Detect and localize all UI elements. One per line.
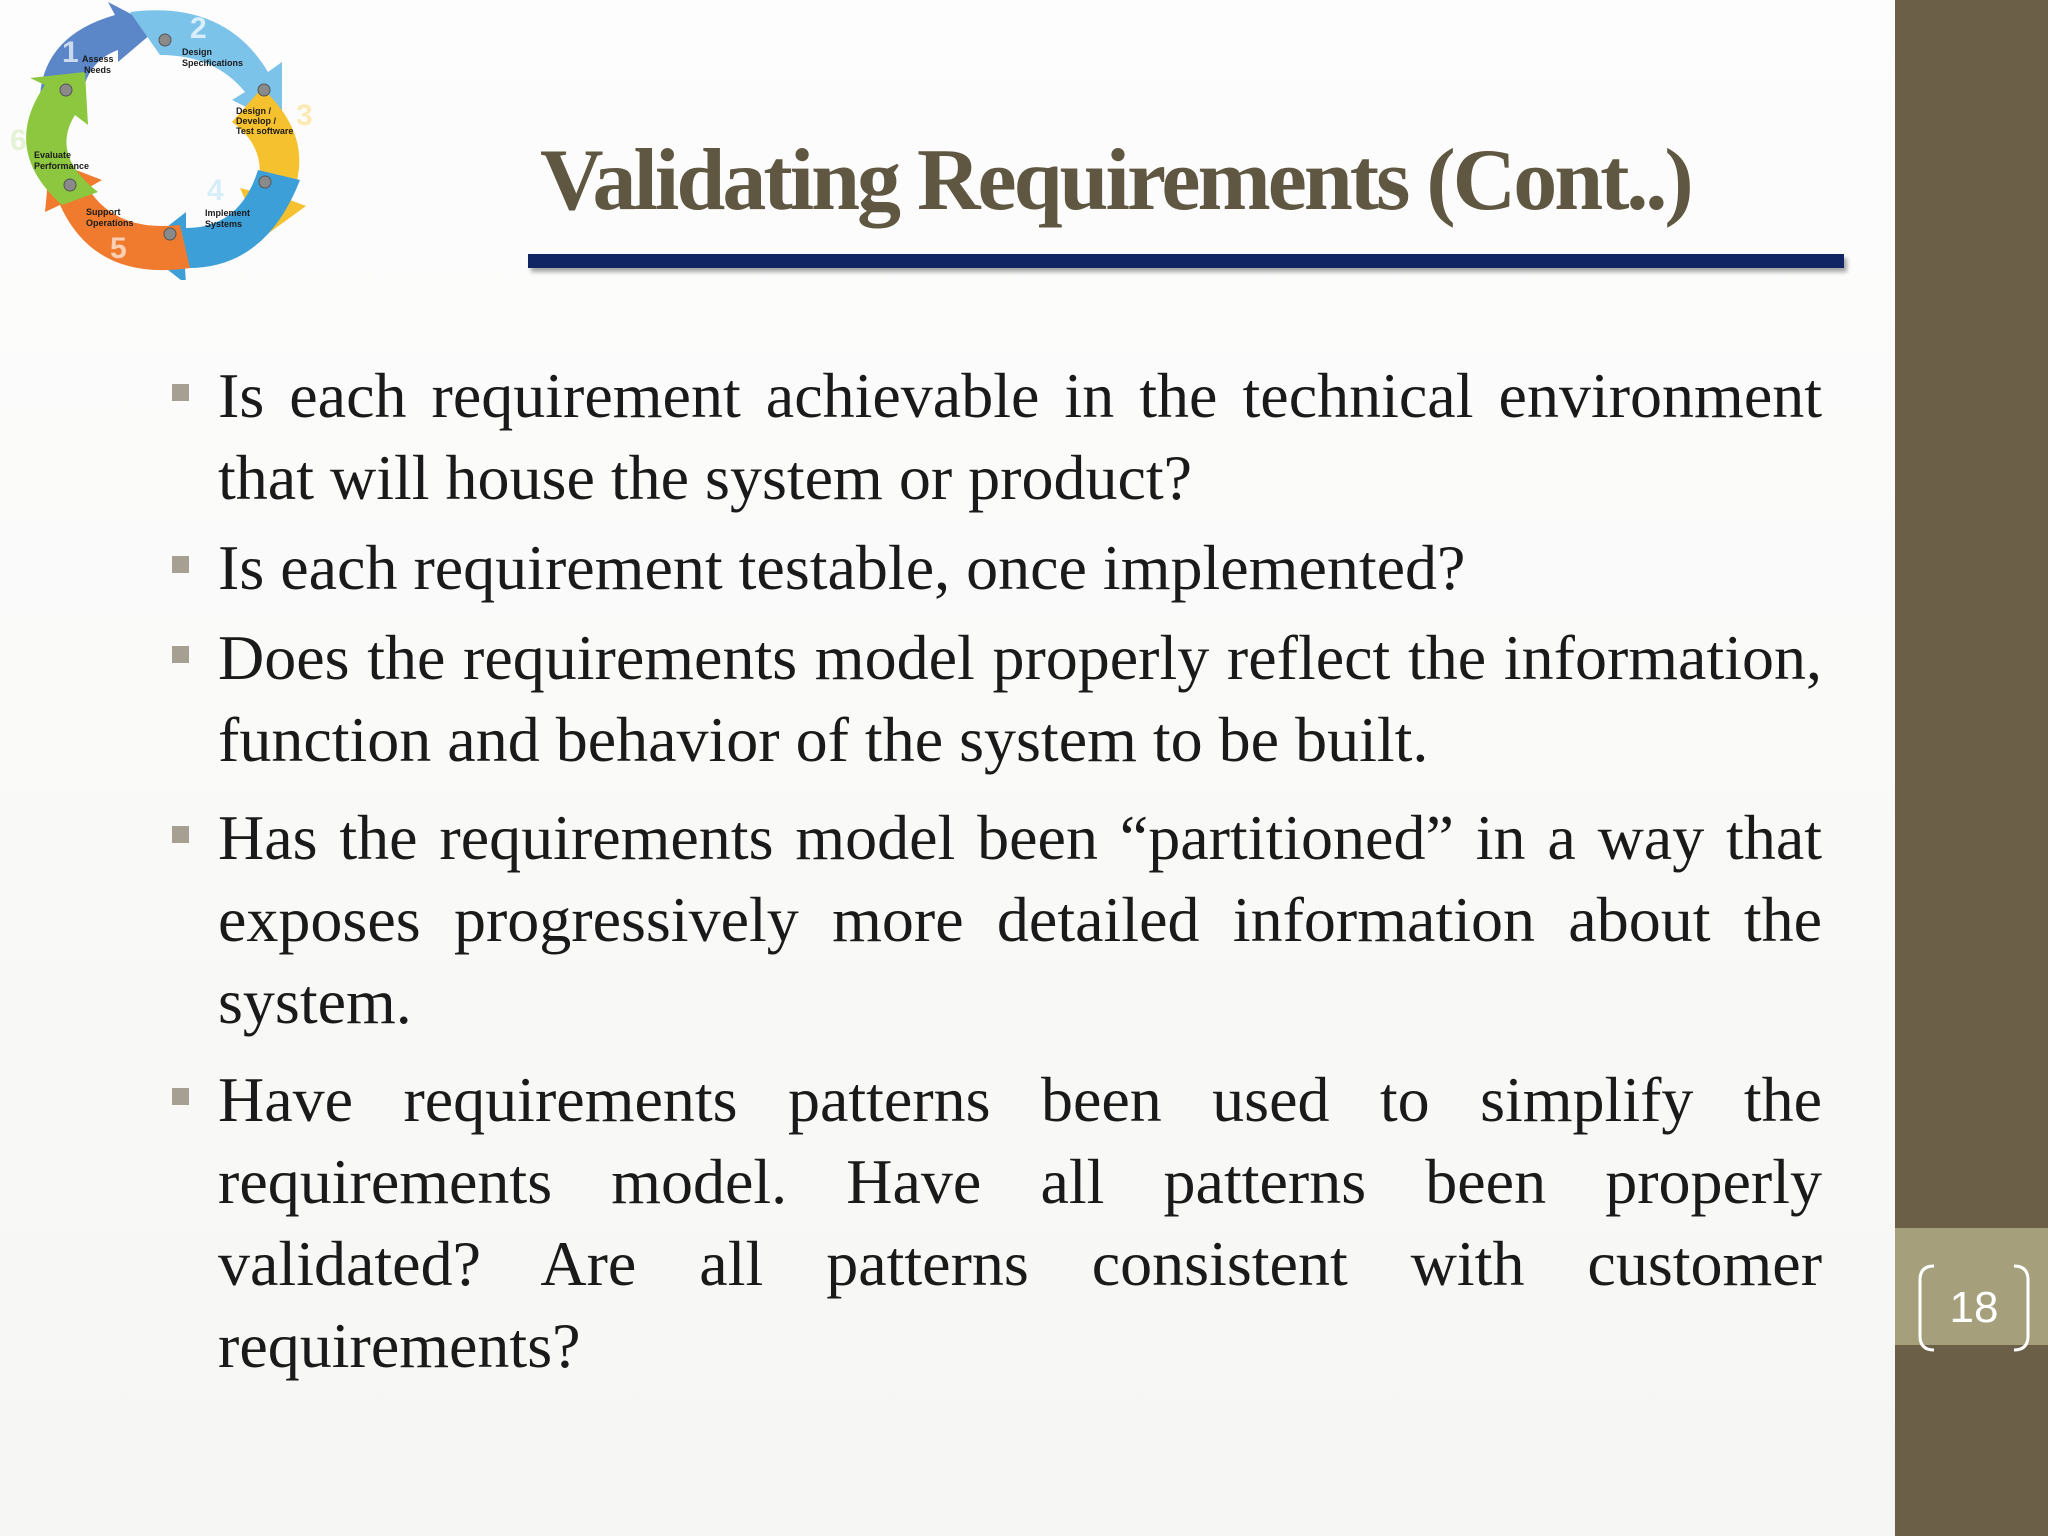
title-underline — [528, 254, 1844, 268]
step-6-number: 6 — [10, 124, 27, 157]
svg-text:Assess Needs — [82, 54, 116, 75]
list-item — [172, 617, 1822, 781]
step-4-label-2: Systems — [205, 219, 243, 229]
step-5-label: Support — [86, 207, 121, 217]
step-5-number: 5 — [110, 232, 127, 265]
bullet-list — [172, 355, 1822, 1395]
bullet-square-icon — [172, 826, 189, 843]
step-3-label-3: Test software — [236, 126, 294, 136]
page-number: 18 — [1949, 1283, 1999, 1332]
step-2-label-2: Specifications — [182, 58, 244, 68]
bullet-text: Does the requirements model properly reflect the information, function and behavior of the system to be built. — [218, 622, 1822, 775]
step-3-label-2: Develop / — [236, 116, 277, 126]
bullet-square-icon — [172, 384, 189, 401]
list-item — [172, 797, 1822, 1043]
svg-text:Evaluate Performance — [34, 150, 89, 171]
step-3-number: 3 — [296, 99, 313, 132]
bullet-text: Has the requirements model been “partitioned” in a way that exposes progressively more detailed information about the system. — [218, 802, 1822, 1037]
list-item — [172, 1059, 1822, 1387]
step-6-label-2: Performance — [34, 161, 90, 171]
sdlc-cycle-logo — [0, 0, 340, 280]
svg-text:Support Operations — [86, 207, 134, 228]
step-1-label-2: Needs — [84, 65, 112, 75]
bullet-text: Is each requirement achievable in the technical environment that will house the system or product? — [218, 360, 1822, 513]
step-4-number: 4 — [207, 174, 224, 207]
bullet-square-icon — [172, 1088, 189, 1105]
bullet-text: Have requirements patterns been used to simplify the requirements model. Have all patterns been properly validated? Are all patterns consistent with customer requirements? — [218, 1064, 1822, 1381]
step-1-label: Assess — [82, 54, 114, 64]
bullet-text: Is each requirement testable, once implemented? — [218, 532, 1466, 603]
list-item — [172, 355, 1822, 519]
slide-title: Validating Requirements (Cont..) — [540, 132, 1691, 229]
step-6-label: Evaluate — [34, 150, 72, 160]
step-1-number: 1 — [62, 36, 79, 69]
step-3-label: Design / — [236, 106, 272, 116]
list-item — [172, 527, 1822, 609]
bullet-square-icon — [172, 556, 189, 573]
step-5-label-2: Operations — [86, 218, 134, 228]
bullet-square-icon — [172, 646, 189, 663]
step-2-label: Design — [182, 47, 213, 57]
step-2-number: 2 — [190, 12, 207, 45]
step-4-label: Implement — [205, 208, 251, 218]
